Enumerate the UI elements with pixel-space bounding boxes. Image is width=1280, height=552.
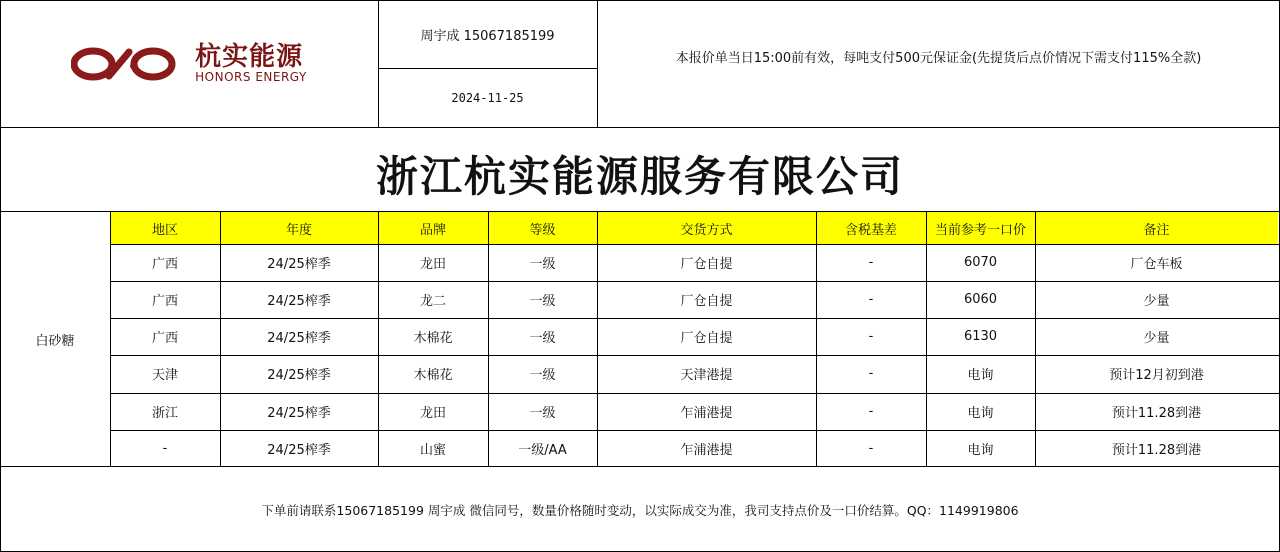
grid-line [378,212,379,467]
grid-line [488,212,489,467]
grid-line [378,68,597,69]
cell-season: 24/25榨季 [267,368,331,383]
cell-delivery: 乍浦港提 [680,443,733,458]
cell-remark: 预计11.28到港 [1111,443,1202,458]
grid-line [110,281,1280,282]
cell-season: 24/25榨季 [267,443,331,458]
cell-grade: 一级 [529,294,556,309]
cell-region: 广西 [151,294,178,309]
cell-basis: - [868,255,874,270]
grid-line [378,0,379,128]
company-logo [0,0,378,128]
footer-note: 下单前请联系15067185199 周宇成 微信同号，数量价格随时变动，以实际成交为准，我司支持点价及一口价结算。QQ：1149919806 [261,502,1019,518]
grid-line [0,466,1280,467]
cell-grade: 一级 [529,406,556,421]
cell-price: 电询 [967,406,994,421]
grid-line [110,355,1280,356]
cell-region: 广西 [151,331,178,346]
honors-energy-logo-icon [71,46,189,82]
cell-delivery: 厂仓自提 [680,257,733,272]
grid-line [0,127,1280,128]
cell-remark: 预计12月初到港 [1109,368,1204,383]
cell-region: 天津 [151,368,178,383]
col-header-season: 年度 [220,212,378,244]
grid-line [220,212,221,467]
grid-line [110,244,1280,245]
grid-line [110,318,1280,319]
grid-line [1035,212,1036,467]
cell-basis: - [868,404,874,419]
cell-brand: 龙二 [419,294,446,309]
col-header-delivery: 交货方式 [597,212,816,244]
cell-remark: 少量 [1143,331,1170,346]
cell-brand: 龙田 [419,257,446,272]
cell-grade: 一级 [529,257,556,272]
grid-line [816,212,817,467]
grid-line [0,0,1280,1]
cell-grade: 一级 [529,331,556,346]
validity-notice: 本报价单当日15:00前有效，每吨支付500元保证金(先提货后点价情况下需支付115%全款) [675,50,1202,66]
cell-remark: 预计11.28到港 [1111,406,1202,421]
cell-price: 6130 [963,329,998,344]
cell-region: 浙江 [151,406,178,421]
cell-delivery: 乍浦港提 [680,406,733,421]
grid-line [0,0,1,552]
grid-line [110,430,1280,431]
col-header-region: 地区 [110,212,220,244]
quote-date: 2024-11-25 [451,91,524,105]
grid-line [0,211,1280,212]
product-name: 白砂糖 [35,334,75,349]
cell-price: 电询 [967,443,994,458]
cell-remark: 厂仓车板 [1130,257,1183,272]
cell-basis: - [868,292,874,307]
cell-basis: - [868,441,874,456]
company-title: 浙江杭实能源服务有限公司 [375,152,904,201]
cell-brand: 木棉花 [413,331,453,346]
cell-price: 6060 [963,292,998,307]
cell-season: 24/25榨季 [267,257,331,272]
cell-basis: - [868,366,874,381]
col-header-price: 当前参考一口价 [926,212,1035,244]
cell-grade: 一级/AA [518,443,567,458]
col-header-basis: 含税基差 [816,212,926,244]
cell-price: 电询 [967,368,994,383]
cell-delivery: 厂仓自提 [680,331,733,346]
cell-brand: 龙田 [419,406,446,421]
logo-text-en: HONORS ENERGY [195,70,307,84]
cell-remark: 少量 [1143,294,1170,309]
cell-season: 24/25榨季 [267,406,331,421]
cell-price: 6070 [963,255,998,270]
cell-brand: 山蜜 [419,443,446,458]
logo-text-cn: 杭实能源 [195,42,304,72]
cell-season: 24/25榨季 [267,331,331,346]
col-header-brand: 品牌 [378,212,488,244]
contact-info: 周宇成 15067185199 [420,28,555,44]
cell-season: 24/25榨季 [267,294,331,309]
col-header-grade: 等级 [488,212,597,244]
col-header-remark: 备注 [1035,212,1278,244]
grid-line [597,212,598,467]
cell-region: - [162,441,168,456]
cell-brand: 木棉花 [413,368,453,383]
grid-line [110,393,1280,394]
grid-line [597,0,598,128]
cell-region: 广西 [151,257,178,272]
grid-line [110,212,111,467]
cell-basis: - [868,329,874,344]
cell-delivery: 天津港提 [680,368,733,383]
grid-line [926,212,927,467]
cell-grade: 一级 [529,368,556,383]
cell-delivery: 厂仓自提 [680,294,733,309]
